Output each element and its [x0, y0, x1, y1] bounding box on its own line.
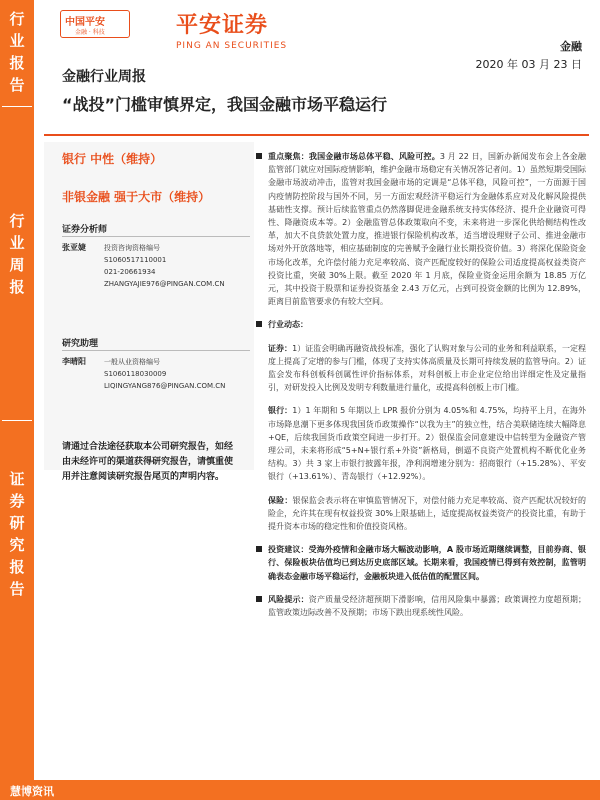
assistant-divider [62, 350, 250, 351]
focus-text: 3 月 22 日，国新办新闻发布会上各金融监管部门就应对国际疫情影响，维护金融市场稳定有关情况答记者问。1）虽然短期受国际金融市场波动冲击，监管对我国金融市场的定调是“总体平稳，风险可控”，一方面源于国内疫情防控阶段与国外不同，另一方面宏观经济平稳运行为金融体系应对及化解风险提供基础性支撑。预计后续监管重点仍然落脚促进金融系统支持实体经济、提升企业融资可得性、降融资成本等。2）金融监管总体政策取向不变，未来将进一步深化供给侧结构性改革，加大不良贷款处置力度，推进银行保险机构改革，适当增设理财子公司、推进金融市场对外开放落地等，相应基础制度的完善赋予金融行业长期投资价值。3）将深化保险资金市场化改革，允许偿付能力充足率较高、资产匹配度较好的保险公司适度提高权益类资产投资比重，突破 30%上限。截至 2020 年 1 月底，保险业资金运用余额为 18.85 万亿元，其中投资于股票和证券投资基金 2.43 万亿元，占到可投资金额的比例为 12.89%，距离目前监管要求仍有较大空间。 [268, 152, 586, 307]
sidebar [0, 0, 34, 800]
sidebar-char: 业 [9, 234, 25, 252]
focus-paragraph [256, 150, 586, 308]
sidebar-char: 业 [9, 32, 25, 50]
report-date: 2020 年 03 月 23 日 [475, 58, 582, 71]
analyst-name: 张亚婕 [62, 243, 86, 252]
risk-lead: 风险提示： [268, 594, 309, 604]
bank-lead: 银行： [268, 406, 293, 416]
industry-news-heading [256, 318, 586, 331]
footer-bar [0, 780, 600, 800]
square-bullet-icon [256, 153, 262, 159]
analyst-info-line: 投资咨询资格编号 [104, 244, 160, 252]
analyst-info-line: S1060517110001 [104, 256, 167, 264]
analyst-info-line: 021-20661934 [104, 268, 156, 276]
sidebar-char: 券 [9, 492, 25, 510]
sidebar-divider [2, 106, 32, 107]
square-bullet-icon [256, 321, 262, 327]
report-title: “战投”门槛审慎界定，我国金融市场平稳运行 [62, 95, 388, 114]
focus-lead: 重点聚焦：我国金融市场总体平稳、风险可控。 [268, 152, 440, 161]
logo-right-cn: 平安证券 [176, 13, 269, 38]
assistant-info-line: 一般从业资格编号 [104, 358, 160, 366]
securities-lead: 证券： [268, 343, 293, 353]
investment-advice-text: 投资建议：受海外疫情和金融市场大幅波动影响，A 股市场近期继续调整，目前券商、银行、保险板块估值均已到达历史底部区域。长期来看，我国疫情已得到有效控制，监管明确表态金融市场平稳运行，金融板块进入低估值的配置区间。 [268, 545, 586, 581]
sidebar-char: 究 [9, 536, 25, 554]
sidebar-char: 行 [9, 10, 25, 28]
insurance-paragraph [256, 494, 586, 534]
analyst-label: 证券分析师 [62, 225, 108, 235]
securities-paragraph [256, 342, 586, 395]
square-bullet-icon [256, 596, 262, 602]
assistant-name: 李晴阳 [62, 357, 86, 366]
sidebar-char: 告 [9, 580, 25, 598]
analyst-divider [62, 236, 250, 237]
sidebar-char: 行 [9, 212, 25, 230]
logo-left-slogan: 金融 · 科技 [75, 29, 105, 36]
sidebar-char: 报 [9, 558, 25, 576]
square-bullet-icon [256, 546, 262, 552]
report-body [256, 150, 586, 629]
risk-paragraph [256, 593, 586, 619]
ping-an-group-logo [60, 10, 130, 38]
disclaimer: 请通过合法途径获取本公司研究报告，如经由未经许可的渠道获得研究报告，请慎重使用并注意阅读研究报告尾页的声明内容。 [62, 442, 234, 482]
sector-label: 金融 [560, 40, 582, 53]
sidebar-divider [2, 420, 32, 421]
analyst-email: ZHANGYAJIE976@PINGAN.COM.CN [104, 280, 225, 288]
assistant-label: 研究助理 [62, 339, 99, 349]
sidebar-char: 报 [9, 278, 25, 296]
investment-advice-paragraph [256, 543, 586, 583]
assistant-info-line: S1060118030009 [104, 370, 167, 378]
footer-brand: 慧博资讯 [10, 785, 54, 798]
sidebar-char: 研 [9, 514, 25, 532]
assistant-info [104, 356, 254, 392]
industry-news-lead: 行业动态： [268, 320, 308, 330]
title-divider [44, 134, 589, 136]
logo-left-text: 中国平安 [65, 17, 105, 28]
sidebar-block-weekly [0, 210, 34, 298]
sidebar-char: 告 [9, 76, 25, 94]
risk-text: 资产质量受经济超预期下滑影响，信用风险集中暴露；政策调控力度超预期；监管政策边际改善不及预期；市场下跌出现系统性风险。 [268, 594, 587, 618]
sidebar-block-research [0, 468, 34, 600]
assistant-email: LIQINGYANG876@PINGAN.COM.CN [104, 382, 226, 390]
insurance-text: 银保监会表示将在审慎监管情况下，对偿付能力充足率较高、资产匹配状况较好的险企，允许其在现有权益投资 30%上限基础上，适度提高权益类资产的投资比重，有助于提升资本市场的稳定性和价值投资风格。 [268, 495, 587, 532]
sidebar-char: 报 [9, 54, 25, 72]
logo-right-en: PING AN SECURITIES [176, 41, 288, 51]
bank-paragraph [256, 404, 586, 483]
securities-text: 1）证监会明确再融资战投标准，强化了认购对象与公司的业务和利益联系，一定程度上提高了定增的参与门槛，体现了支持实体高质量及长期可持续发展的监管导向。2）证监会发布科创板科创属性评价指标体系，对科创板上市企业定位给出详细定性及定量指引，对研发投入比例及发明专利数量进行量化，或提高科创板上市门槛。 [268, 343, 587, 393]
rating-bank: 银行 中性（维持） [62, 152, 163, 166]
sidebar-char: 周 [9, 256, 25, 274]
analyst-info [104, 242, 254, 290]
rating-nonbank: 非银金融 强于大市（维持） [62, 190, 211, 204]
report-series: 金融行业周报 [62, 69, 146, 85]
ping-an-securities-logo [176, 8, 306, 51]
bank-text: 1）1 年期和 5 年期以上 LPR 报价分别为 4.05%和 4.75%，均持平上月，在海外市场降息潮下更多体现我国货币政策操作“以我为主”的独立性，结合美联储连续大幅降息+QE，后续我国货币政策空间进一步打开。2）银保监会同意建设中信转型为金融资产管理公司，未来将形成“5+N+银行系+外资”新格局，倒逼不良资产处置机构不断优化业务结构。3）共 3 家上市银行披露年报，净利润增速分别为：招商银行（+15.28%）、平安银行（+13.61%）、青岛银行（+12.92%）。 [268, 406, 586, 482]
insurance-lead: 保险： [268, 495, 293, 505]
sidebar-char: 证 [9, 470, 25, 488]
sidebar-block-report-type [0, 8, 34, 96]
